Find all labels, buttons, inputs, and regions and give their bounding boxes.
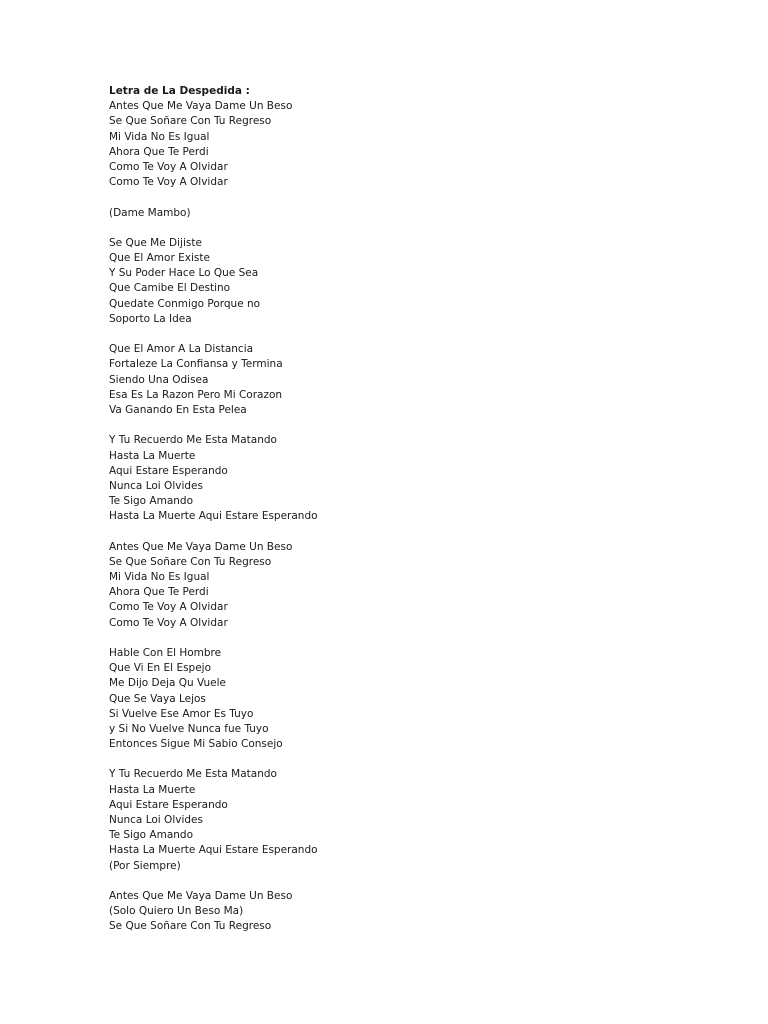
lyric-line: Mi Vida No Es Igual	[109, 130, 210, 143]
lyric-line: Esa Es La Razon Pero Mi Corazon	[109, 388, 283, 401]
lyric-line: Se Que Soñare Con Tu Regreso	[109, 920, 272, 933]
stanza-gap	[109, 190, 709, 205]
lyric-line: Soporto La Idea	[109, 312, 192, 325]
lyric-line: (Por Siempre)	[109, 859, 181, 872]
lyric-line: Te Sigo Amando	[109, 829, 194, 842]
lyric-line: Como Te Voy A Olvidar	[109, 601, 228, 614]
lyric-line: Como Te Voy A Olvidar	[109, 160, 228, 173]
lyric-line: Entonces Sigue Mi Sabio Consejo	[109, 738, 283, 751]
lyric-line: Ahora Que Te Perdi	[109, 586, 209, 599]
lyric-line: Y Su Poder Hace Lo Que Sea	[109, 267, 259, 280]
lyric-line: Siendo Una Odisea	[109, 373, 209, 386]
lyric-line: Antes Que Me Vaya Dame Un Beso	[109, 889, 293, 902]
lyric-line: (Dame Mambo)	[109, 206, 191, 219]
lyric-line: Nunca Loi Olvides	[109, 814, 203, 826]
lyric-line: (Solo Quiero Un Beso Ma)	[109, 905, 244, 918]
lyric-line: Antes Que Me Vaya Dame Un Beso	[109, 540, 293, 553]
lyric-line: Como Te Voy A Olvidar	[109, 616, 228, 629]
lyric-line: Como Te Voy A Olvidar	[109, 176, 228, 189]
lyric-line: Que Vi En El Espejo	[109, 662, 212, 675]
lyric-line: Hasta La Muerte Aqui Estare Esperando	[109, 844, 318, 857]
lyric-line: Me Dijo Deja Qu Vuele	[109, 677, 226, 690]
lyric-line: Y Tu Recuerdo Me Esta Matando	[109, 434, 277, 447]
stanza-gap	[109, 752, 709, 767]
stanza-gap	[109, 524, 709, 539]
lyric-line: Ahora Que Te Perdi	[109, 145, 209, 158]
lyric-line: Antes Que Me Vaya Dame Un Beso	[109, 100, 293, 113]
lyric-line: Que El Amor A La Distancia	[109, 343, 254, 356]
lyric-line: Se Que Soñare Con Tu Regreso	[109, 555, 272, 568]
lyric-line: Se Que Soñare Con Tu Regreso	[109, 115, 272, 128]
lyric-line: Te Sigo Amando	[109, 495, 194, 508]
stanza-gap	[109, 631, 709, 646]
lyric-line: Mi Vida No Es Igual	[109, 571, 210, 583]
lyric-line: Va Ganando En Esta Pelea	[109, 403, 247, 416]
lyric-line: Fortaleze La Confiansa y Termina	[109, 358, 283, 371]
lyric-line: Que Se Vaya Lejos	[109, 692, 206, 705]
stanza-gap	[109, 874, 709, 889]
lyric-line: Hasta La Muerte Aqui Estare Esperando	[109, 510, 318, 523]
lyric-line: Quedate Conmigo Porque no	[109, 297, 261, 310]
lyric-line: Hasta La Muerte	[109, 449, 196, 462]
lyric-line: Hable Con El Hombre	[109, 646, 222, 659]
lyric-line: Nunca Loi Olvides	[109, 479, 203, 492]
lyric-line: Que El Amor Existe	[109, 252, 210, 265]
lyric-line: Que Camibe El Destino	[109, 282, 231, 295]
stanza-gap	[109, 221, 709, 236]
stanza-gap	[109, 327, 709, 342]
lyric-line: Hasta La Muerte	[109, 783, 196, 796]
lyric-line: Se Que Me Dijiste	[109, 236, 202, 249]
lyric-line: Si Vuelve Ese Amor Es Tuyo	[109, 707, 254, 720]
lyric-line: Aqui Estare Esperando	[109, 464, 228, 477]
stanza-gap	[109, 418, 709, 433]
lyrics-body	[109, 84, 709, 935]
lyric-line: Aqui Estare Esperando	[109, 798, 228, 811]
lyric-line: Y Tu Recuerdo Me Esta Matando	[109, 768, 277, 781]
lyric-line: y Si No Vuelve Nunca fue Tuyo	[109, 722, 269, 735]
document-title: Letra de La Despedida :	[109, 85, 250, 97]
